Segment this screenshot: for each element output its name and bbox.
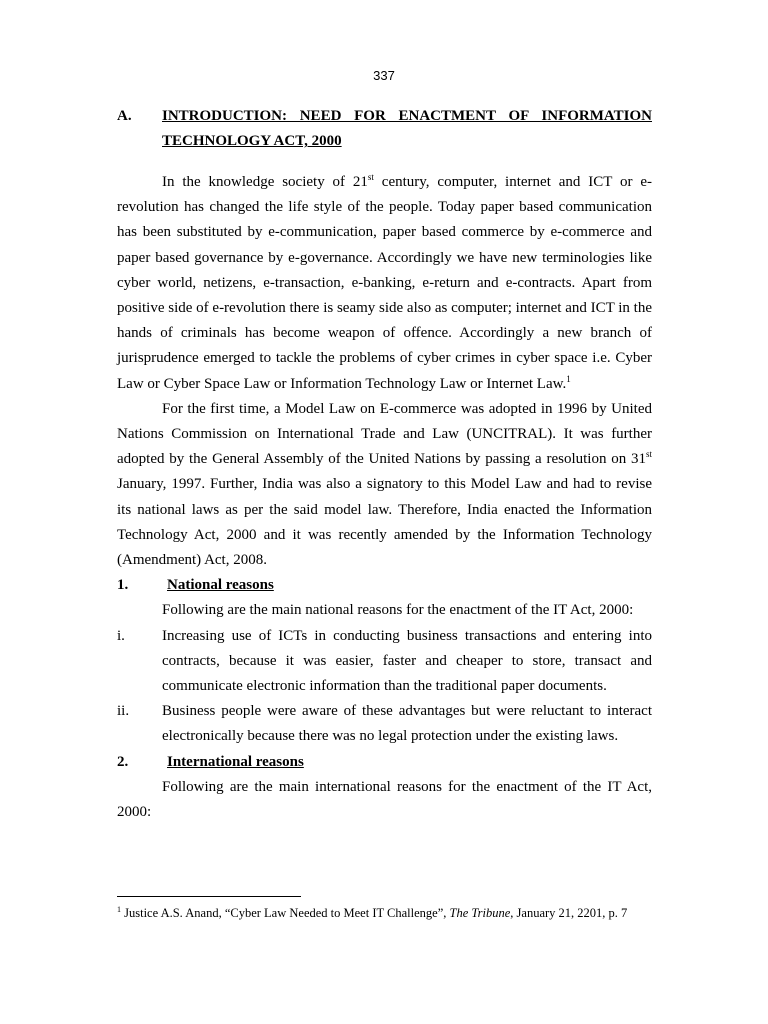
heading-marker: A. <box>117 108 132 124</box>
section-national-heading <box>117 573 652 598</box>
list-marker: i. <box>117 627 125 644</box>
section-international-heading <box>117 750 652 775</box>
list-item <box>117 699 652 749</box>
footnote-source: The Tribune <box>449 906 511 920</box>
list-item <box>117 624 652 700</box>
footnote-reference: 1 <box>566 373 571 384</box>
footnote <box>117 905 677 921</box>
list-marker: ii. <box>117 703 130 720</box>
footnote-divider <box>117 896 301 897</box>
section-title: International reasons <box>167 753 304 770</box>
section-national-intro: Following are the main national reasons for the enactment of the IT Act, 2000: <box>162 602 634 619</box>
section-title: National reasons <box>167 577 274 594</box>
list-item-text: Business people were aware of these advantages but were reluctant to interact electronically because there was no legal protection under the existing laws. <box>162 703 652 745</box>
heading-title: INTRODUCTION: NEED FOR ENACTMENT OF INFORMATION TECHNOLOGY ACT, 2000 <box>162 108 652 149</box>
section-number: 2. <box>117 753 129 770</box>
footnote-text: Justice A.S. Anand, “Cyber Law Needed to Meet IT Challenge”, <box>121 906 450 920</box>
section-international-intro: Following are the main international reasons for the enactment of the IT Act, 2000: <box>117 778 652 821</box>
paragraph-text: January, 1997. Further, India was also a signatory to this Model Law and had to revise its national laws as per the said model law. Therefore, India enacted the Information Technology Act, 2000 and it was recently amended by the Information Technology (Amendment) Act, 2008. <box>117 476 652 569</box>
section-number: 1. <box>117 577 129 594</box>
footnote-number: 1 <box>117 904 121 914</box>
footnote-text: , January 21, 2201, p. 7 <box>510 906 628 920</box>
paragraph-text: century, computer, internet and ICT or e-revolution has changed the life style of the people. Today paper based communication has been substituted by e-communication, paper based commerce by e-commerce and paper based governance by e-governance. Accordingly we have new terminologies like cyber world, netizens, e-transaction, e-banking, e-return and e-contracts. Apart from positive side of e-revolution there is seamy side also as computer; internet and ICT in the hands of criminals has become weapon of offence. Accordingly a new branch of jurisprudence emerged to tackle the problems of cyber crimes in cyber space i.e. Cyber Law or Cyber Space Law or Information Technology Law or Internet Law. <box>117 174 653 392</box>
superscript: st <box>367 172 374 182</box>
paragraph-model-law <box>117 397 652 573</box>
section-heading <box>117 104 652 154</box>
paragraph-text: For the first time, a Model Law on E-commerce was adopted in 1996 by United Nations Commission on International Trade and Law (UNCITRAL). It was further adopted by the General Assembly of the United Nations by passing a resolution on 31 <box>117 400 652 468</box>
document-body <box>117 170 652 825</box>
superscript: st <box>645 449 652 460</box>
page-number: 337 <box>373 68 395 83</box>
list-item-text: Increasing use of ICTs in conducting business transactions and entering into contracts, because it was easier, faster and cheaper to store, transact and communicate electronic information than the traditional paper documents. <box>162 627 652 695</box>
paragraph-text: In the knowledge society of 21 <box>162 174 368 190</box>
paragraph-intro <box>117 170 652 397</box>
